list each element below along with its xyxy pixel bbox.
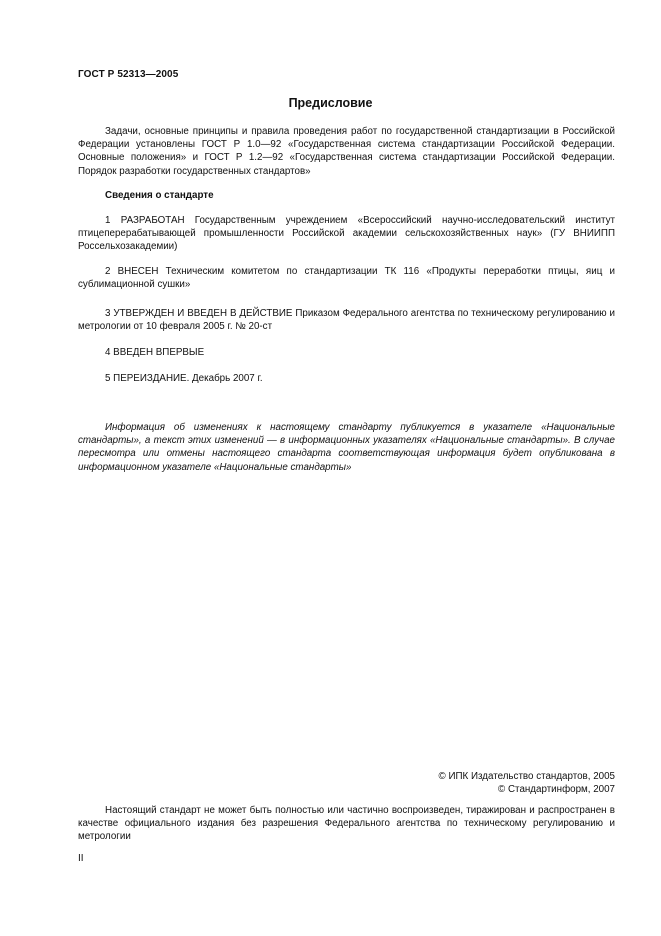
- copyright-block: [439, 770, 616, 796]
- item-3-block: [78, 307, 615, 333]
- page-title: Предисловие: [288, 96, 373, 110]
- item-1-block: [78, 214, 615, 254]
- section-heading-block: [78, 189, 615, 202]
- section-heading: Сведения о стандарте: [105, 190, 214, 201]
- item-5-block: [78, 372, 615, 385]
- item-4-block: [78, 346, 615, 359]
- reproduction-notice-block: [78, 804, 615, 844]
- item-approved: 3 УТВЕРЖДЕН И ВВЕДЕН В ДЕЙСТВИЕ Приказом Федерального агентства по техническому регулированию и метрологии от 10 февраля 2005 г. № 20-ст: [78, 308, 615, 333]
- copyright-line-ipk: © ИПК Издательство стандартов, 2005: [438, 771, 615, 782]
- document-code: ГОСТ Р 52313—2005: [78, 69, 179, 80]
- copyright-line-standartinform: © Стандартинформ, 2007: [498, 784, 615, 796]
- item-developed: 1 РАЗРАБОТАН Государственным учреждением «Всероссийский научно-исследовательский институт птицеперерабатывающей промышленности Российской академии сельскохозяйственных наук» (ГУ ВНИИПП Россельхозакадемии): [78, 215, 615, 253]
- page-number: II: [78, 853, 84, 864]
- intro-paragraph: Задачи, основные принципы и правила проведения работ по государственной стандартизации в Российской Федерации установлены ГОСТ Р 1.0—92 «Государственная система стандартизации Российской Федерации. Основные положения» и ГОСТ Р 1.2—92 «Государственная система стандартизации Российской Федерации. Порядок разработки государственных стандартов»: [78, 126, 615, 177]
- item-first-introduced: 4 ВВЕДЕН ВПЕРВЫЕ: [105, 347, 205, 358]
- info-note: Информация об изменениях к настоящему стандарту публикуется в указателе «Национальные стандарты», а текст этих изменений — в информационных указателях «Национальные стандарты». В случае пересмотра или отмены настоящего стандарта соответствующая информация будет опубликована в информационном указателе «Национальные стандарты»: [78, 422, 615, 473]
- item-2-block: [78, 265, 615, 291]
- item-reissue: 5 ПЕРЕИЗДАНИЕ. Декабрь 2007 г.: [105, 373, 263, 384]
- info-note-block: [78, 421, 615, 474]
- item-submitted: 2 ВНЕСЕН Техническим комитетом по стандартизации ТК 116 «Продукты переработки птицы, яиц и сублимационной сушки»: [78, 266, 615, 291]
- intro-paragraph-block: [78, 125, 615, 178]
- reproduction-notice: Настоящий стандарт не может быть полностью или частично воспроизведен, тиражирован и распространен в качестве официального издания без разрешения Федерального агентства по техническому регулированию и метрологии: [78, 805, 615, 843]
